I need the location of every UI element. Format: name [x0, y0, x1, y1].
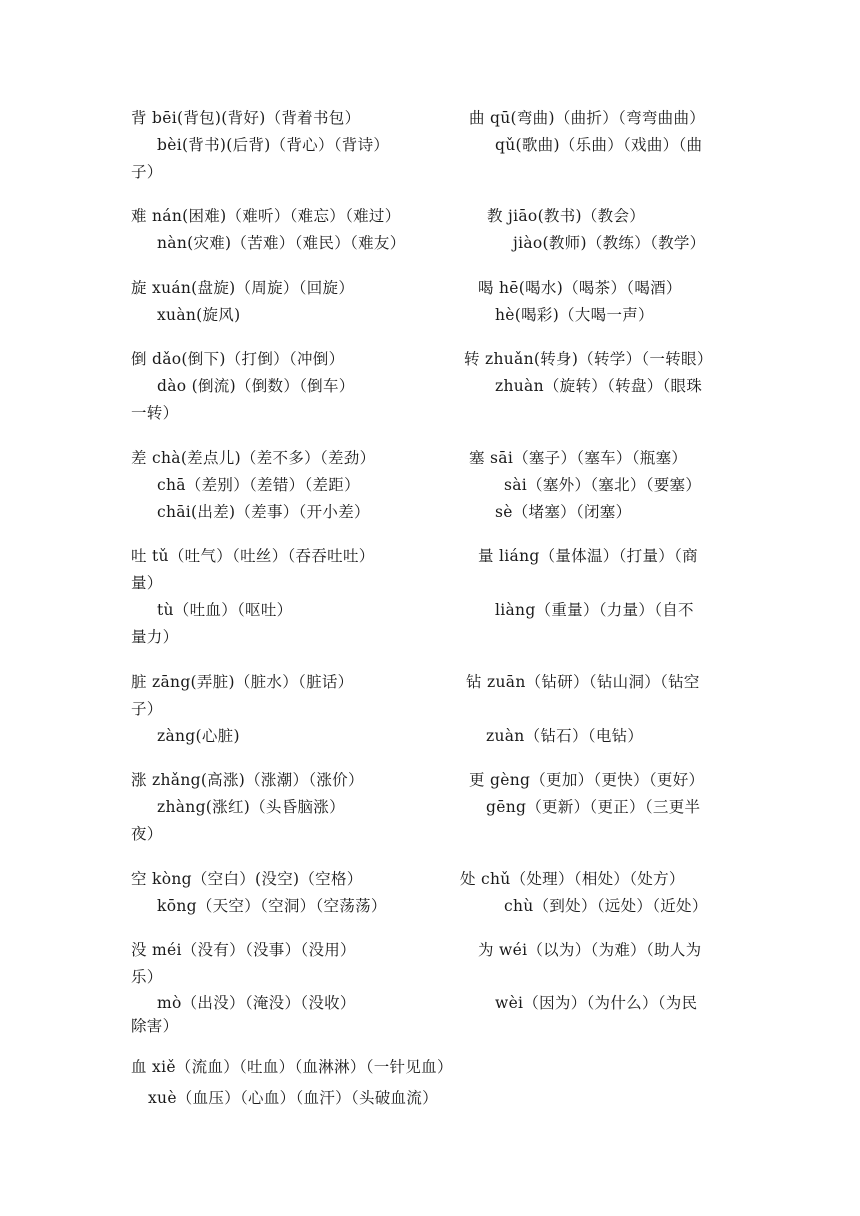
text-line: 倒 dǎo(倒下)（打倒）（冲倒） — [131, 350, 345, 368]
text-line: 没 méi（没有）（没事）（没用） — [131, 941, 356, 959]
text-line: 曲 qū(弯曲)（曲折）（弯弯曲曲） — [469, 109, 706, 127]
text-line: chù（到处）（远处）（近处） — [504, 897, 708, 915]
text-line: 为 wéi（以为）（为难）（助人为 — [478, 941, 702, 959]
text-line: 旋 xuán(盘旋)（周旋）（回旋） — [131, 279, 355, 297]
text-line: 涨 zhǎng(高涨)（涨潮）（涨价） — [131, 771, 364, 789]
text-line: 脏 zāng(弄脏)（脏水）（脏话） — [131, 673, 354, 691]
text-line: kōng（天空）（空洞）（空荡荡） — [157, 897, 387, 915]
text-line: 除害） — [131, 1017, 179, 1035]
text-line: 空 kòng（空白）(没空)（空格） — [131, 870, 363, 888]
text-line: nàn(灾难)（苦难）（难民）（难友） — [157, 234, 406, 252]
text-line: xuàn(旋风) — [157, 306, 241, 324]
text-line: 塞 sāi（塞子）（塞车）（瓶塞） — [469, 449, 688, 467]
text-line: wèi（因为）（为什么）（为民 — [495, 994, 698, 1012]
text-line: bèi(背书)(后背)（背心）（背诗） — [157, 136, 390, 154]
text-line: xuè（血压）（心血）（血汗）（头破血流） — [148, 1089, 438, 1107]
text-line: 量力） — [131, 628, 179, 646]
text-line: 吐 tǔ（吐气）（吐丝）（吞吞吐吐） — [131, 547, 375, 565]
text-line: 教 jiāo(教书)（教会） — [487, 207, 646, 225]
text-line: 量） — [131, 574, 163, 592]
text-line: 难 nán(困难)（难听）（难忘）（难过） — [131, 207, 401, 225]
text-line: jiào(教师)（教练）（教学） — [513, 234, 706, 252]
text-line: zhuàn（旋转）（转盘）（眼珠 — [495, 377, 703, 395]
text-line: liàng（重量）（力量）（自不 — [495, 601, 694, 619]
text-line: zuàn（钻石）（电钻） — [486, 727, 644, 745]
text-line: zàng(心脏) — [157, 727, 240, 745]
text-line: 子） — [131, 700, 163, 718]
text-line: 乐） — [131, 968, 163, 986]
text-line: 处 chǔ（处理）（相处）（处方） — [460, 870, 685, 888]
text-line: 子） — [131, 163, 163, 181]
text-line: 更 gèng（更加）（更快）（更好） — [469, 771, 705, 789]
text-line: 一转） — [131, 404, 179, 422]
text-line: 夜） — [131, 825, 163, 843]
text-line: dào (倒流)（倒数）（倒车） — [157, 377, 355, 395]
text-line: 量 liáng（量体温）（打量）（商 — [478, 547, 698, 565]
text-line: qǔ(歌曲)（乐曲）（戏曲）（曲 — [495, 136, 703, 154]
text-line: zhàng(涨红)（头昏脑涨） — [157, 798, 345, 816]
text-line: chāi(出差)（差事）（开小差） — [157, 503, 370, 521]
text-line: 转 zhuǎn(转身)（转学）（一转眼） — [464, 350, 713, 368]
text-line: sè（堵塞）（闭塞） — [495, 503, 632, 521]
text-line: hè(喝彩)（大喝一声） — [495, 306, 654, 324]
text-line: mò（出没）（淹没）（没收） — [157, 994, 356, 1012]
text-line: 钻 zuān（钻研）（钻山洞）（钻空 — [466, 673, 700, 691]
text-line: chā（差别）（差错）（差距） — [157, 476, 360, 494]
text-line: 差 chà(差点儿)（差不多）（差劲） — [131, 449, 376, 467]
text-line: tù（吐血）（呕吐） — [157, 601, 293, 619]
text-line: 喝 hē(喝水)（喝茶）（喝酒） — [478, 279, 682, 297]
text-line: sài（塞外）（塞北）（要塞） — [504, 476, 702, 494]
text-line: 背 bēi(背包)(背好)（背着书包） — [131, 109, 361, 127]
text-line: 血 xiě（流血）（吐血）（血淋淋）（一针见血） — [131, 1058, 453, 1076]
text-line: gēng（更新）（更正）（三更半 — [486, 798, 701, 816]
